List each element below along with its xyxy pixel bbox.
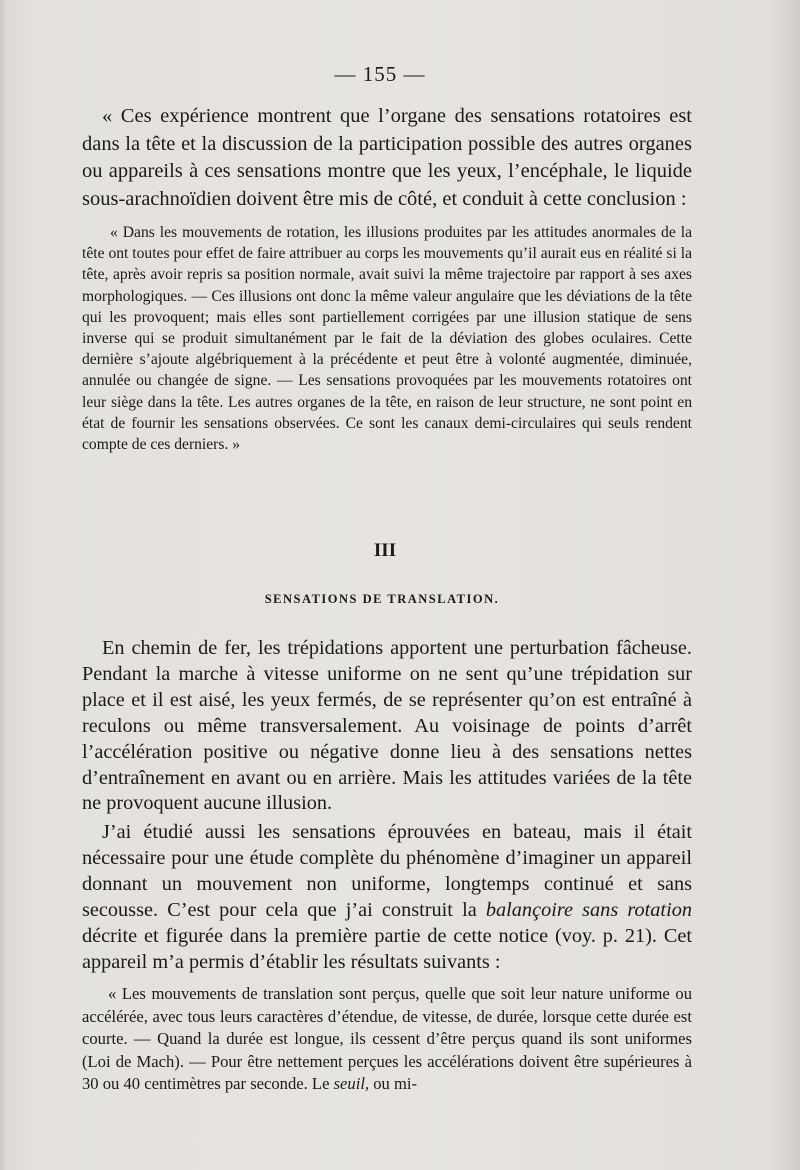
section-numeral: III — [373, 540, 397, 561]
section-title: SENSATIONS DE TRANSLATION. — [264, 592, 500, 606]
quote-translation-end: ou mi- — [369, 1074, 418, 1094]
quote-translation-paragraph — [82, 983, 692, 1096]
quote-translation-start: « Les mouvements de translation sont perçus, quelle que soit leur nature uniforme ou accélérée, avec tous leurs caractères d’étendue, de vitesse, de durée, lorsque cette durée est courte. — Quand la durée est longue, ils cessent d’être perçus quand ils sont uniformes (Loi de Mach). — Pour être nettement perçues les accélérations doivent être supérieures à 30 ou 40 centimètres par seconde. Le — [82, 984, 692, 1094]
body-paragraph-2 — [82, 820, 692, 975]
body-paragraph-2-start: J’ai étudié aussi les sensations éprouvées en bateau, mais il était nécessaire pour une étude complète du phénomène d’imaginer un appareil donnant un mouvement non uniforme, longtemps continué et sans secousse. C’est pour cela que j’ai construit la — [82, 821, 692, 921]
body-paragraph-2-italic: balançoire sans rotation — [485, 898, 692, 921]
body-paragraph-1-text: En chemin de fer, les trépidations apportent une perturbation fâcheuse. Pendant la marche à vitesse uniforme on ne sent qu’une trépidation sur place et il est aisé, les yeux fermés, de se représenter qu’on est entraîné à reculons ou même transversalement. Au voisinage de points d’arrêt l’accélération positive ou négative donne lieu à des sensations nettes d’entraînement en avant ou en arrière. Mais les attitudes variées de la tête ne provoquent aucune illusion. — [82, 637, 692, 815]
body-paragraph-2-end: décrite et figurée dans la première partie de cette notice (voy. p. 21). Cet appareil m’a permis d’établir les résultats suivants : — [82, 924, 692, 973]
quote-translation-italic: seuil, — [333, 1074, 370, 1094]
quote-translation-text — [82, 983, 692, 1096]
quote-intro-paragraph — [82, 103, 692, 213]
page-number: — 155 — — [334, 62, 426, 86]
body-paragraph-1 — [82, 636, 692, 817]
quote-rotation-paragraph — [82, 222, 692, 455]
body-paragraph-2-text — [82, 820, 692, 975]
quote-intro-text: « Ces expérience montrent que l’organe des sensations rotatoires est dans la tête et la discussion de la participation possible des autres organes ou appareils à ces sensations montre que les yeux, l’encéphale, le liquide sous-arachnoïdien doivent être mis de côté, et conduit à cette conclusion : — [82, 105, 692, 210]
quote-rotation-text: « Dans les mouvements de rotation, les illusions produites par les attitudes anormales de la tête ont toutes pour effet de faire attribuer au corps les mouvements qu’il aurait eus en réalité si la tête, après avoir repris sa position normale, avait suivi la même trajectoire par rapport à ses axes morphologiques. — Ces illusions ont donc la même valeur angulaire que les déviations de la tête qui les provoquent; mais elles sont partiellement corrigées par une illusion statique de sens inverse qui se produit simultanément par le fait de la déviation des globes oculaires. Cette dernière s’ajoute algébriquement à la précédente et peut être à volonté augmentée, diminuée, annulée ou changée de signe. — Les sensations provoquées par les mouvements rotatoires ont leur siège dans la tête. Les autres organes de la tête, en raison de leur structure, ne sont point en état de fournir les sensations observées. Ce sont les canaux demi-circulaires qui seuls rendent compte de ces derniers. » — [82, 224, 692, 454]
